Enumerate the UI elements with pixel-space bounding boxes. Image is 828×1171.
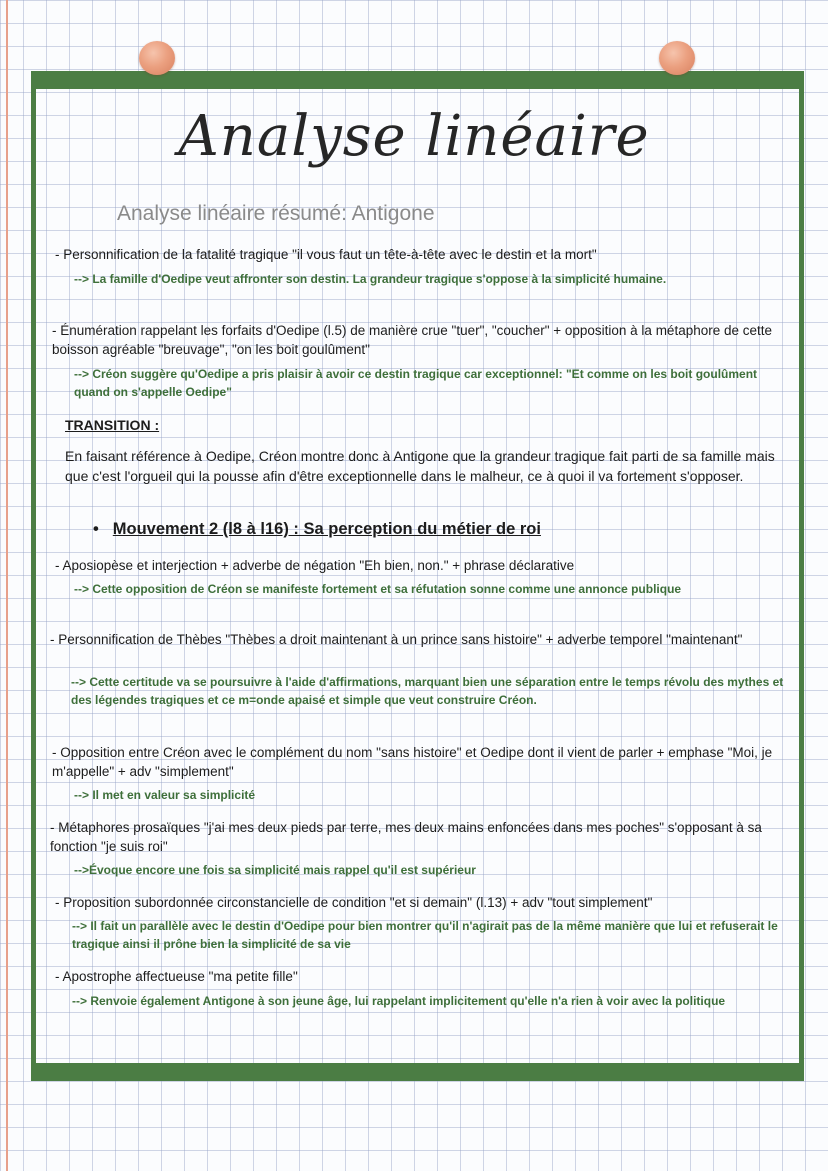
note-personnification-thebes: --> Cette certitude va se poursuivre à l'aide d'affirmations, marquant bien une séparation entre le temps révolu des mythes et des légendes tragiques et ce m=onde apaisé et simple que veut construire Créon. bbox=[71, 675, 784, 707]
pin-right bbox=[659, 41, 695, 75]
point-apostrophe: - Apostrophe affectueuse "ma petite fille" bbox=[55, 969, 298, 984]
point-opposition-creon: - Opposition entre Créon avec le complément du nom "sans histoire" et Oedipe dont il vient de parler + emphase "Moi, je m'appelle" + adv "simplement" bbox=[52, 745, 773, 779]
note-aposiopese: --> Cette opposition de Créon se manifeste fortement et sa réfutation sonne comme une annonce publique bbox=[74, 582, 682, 596]
movement-heading bbox=[93, 520, 541, 539]
point-enumeration: - Énumération rappelant les forfaits d'Oedipe (l.5) de manière crue "tuer", "coucher" + opposition à la métaphore de cette boisson agréable "breuvage", "on les boit goulûment" bbox=[52, 323, 773, 357]
page-title: Analyse linéaire bbox=[178, 104, 650, 169]
movement-title: Mouvement 2 (l8 à l16) : Sa perception du métier de roi bbox=[112, 520, 541, 538]
page-subtitle: Analyse linéaire résumé: Antigone bbox=[117, 202, 435, 225]
note-apostrophe: --> Renvoie également Antigone à son jeune âge, lui rappelant implicitement qu'elle n'a rien à voir avec la politique bbox=[72, 994, 726, 1008]
point-aposiopese: - Aposiopèse et interjection + adverbe de négation "Eh bien, non." + phrase déclarative bbox=[55, 558, 575, 573]
note-proposition-subordonnee: --> Il fait un parallèle avec le destin d'Oedipe pour bien montrer qu'il n'agirait pas de la même manière que lui et refuserait le tragique ainsi il prône bien la simplicité de sa vie bbox=[72, 919, 778, 951]
note-enumeration: --> Créon suggère qu'Oedipe a pris plaisir à avoir ce destin tragique car exceptionnel: "Et comme on les boit goulûment quand on s'appelle Oedipe" bbox=[74, 367, 758, 399]
point-personnification-thebes: - Personnification de Thèbes "Thèbes a droit maintenant à un prince sans histoire" + adverbe temporel "maintenant" bbox=[50, 632, 743, 647]
point-proposition-subordonnee: - Proposition subordonnée circonstancielle de condition "et si demain" (l.13) + adv "tout simplement" bbox=[55, 895, 653, 910]
transition-text: En faisant référence à Oedipe, Créon montre donc à Antigone que la grandeur tragique fait parti de sa famille mais que c'est l'orgueil qui la pousse afin d'être exceptionnelle dans le malheur, ce à quoi il va fortement s'opposer. bbox=[65, 448, 775, 484]
point-metaphores: - Métaphores prosaïques "j'ai mes deux pieds par terre, mes deux mains enfoncées dans mes poches" s'opposant à sa fonction "je suis roi" bbox=[50, 820, 762, 854]
point-personnification-fatalite: - Personnification de la fatalité tragique "il vous faut un tête-à-tête avec le destin et la mort" bbox=[55, 247, 597, 262]
note-metaphores: -->Évoque encore une fois sa simplicité mais rappel qu'il est supérieur bbox=[74, 863, 476, 877]
notebook-margin-line bbox=[6, 0, 8, 1171]
transition-heading: TRANSITION : bbox=[65, 417, 160, 433]
pin-left bbox=[139, 41, 175, 75]
note-personnification-fatalite: --> La famille d'Oedipe veut affronter son destin. La grandeur tragique s'oppose à la simplicité humaine. bbox=[74, 272, 667, 286]
bullet-icon: • bbox=[93, 520, 99, 538]
note-opposition-creon: --> Il met en valeur sa simplicité bbox=[74, 788, 256, 802]
